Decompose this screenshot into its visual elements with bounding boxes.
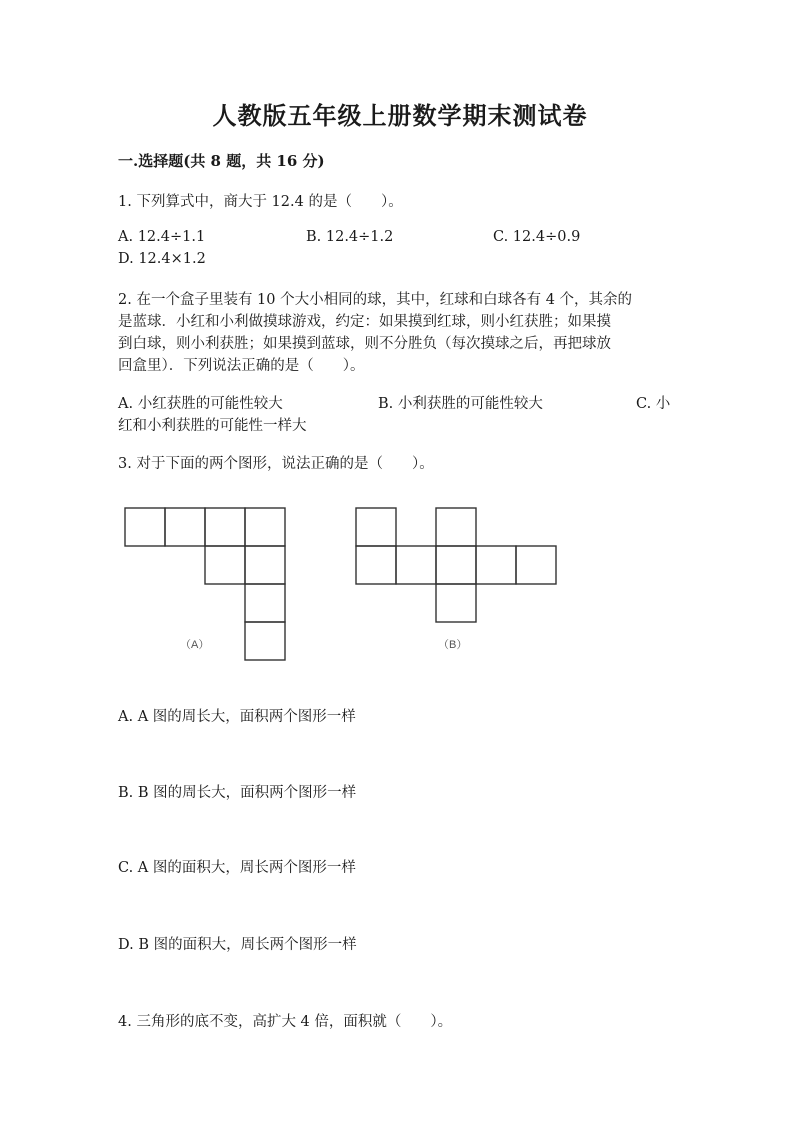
question-2-option-c-start: C. 小 bbox=[636, 396, 671, 412]
question-3-option-c: C. A 图的面积大，周长两个图形一样 bbox=[118, 860, 356, 876]
page-title: 人教版五年级上册数学期末测试卷 bbox=[212, 101, 588, 130]
figure-a-label: （A） bbox=[180, 639, 210, 651]
question-3-option-a: A. A 图的周长大，面积两个图形一样 bbox=[118, 709, 356, 725]
question-4-stem: 4. 三角形的底不变，高扩大 4 倍，面积就（ ）。 bbox=[118, 1014, 453, 1030]
question-1-option-b: B. 12.4÷1.2 bbox=[306, 229, 394, 245]
question-1-stem: 1. 下列算式中，商大于 12.4 的是（ ）。 bbox=[118, 194, 403, 210]
question-1-option-c: C. 12.4÷0.9 bbox=[493, 229, 581, 245]
figure-b-label: （B） bbox=[438, 639, 468, 651]
question-2-option-a: A. 小红获胜的可能性较大 bbox=[118, 396, 283, 412]
question-2-option-b: B. 小利获胜的可能性较大 bbox=[378, 396, 543, 412]
question-3-stem: 3. 对于下面的两个图形，说法正确的是（ ）。 bbox=[118, 456, 434, 472]
question-2-stem-line-2: 是蓝球．小红和小利做摸球游戏，约定：如果摸到红球，则小红获胜；如果摸 bbox=[118, 314, 611, 330]
question-3-figure bbox=[118, 500, 562, 664]
section-heading: 一.选择题(共 8 题，共 16 分) bbox=[118, 152, 325, 170]
question-2-option-c-continued: 红和小利获胜的可能性一样大 bbox=[118, 418, 307, 434]
question-2-stem-line-4: 回盒里）．下列说法正确的是（ ）。 bbox=[118, 358, 365, 374]
question-2-stem-line-3: 到白球，则小利获胜；如果摸到蓝球，则不分胜负（每次摸球之后，再把球放 bbox=[118, 336, 611, 352]
net-figures-svg bbox=[118, 500, 562, 664]
question-1-option-d: D. 12.4×1.2 bbox=[118, 251, 206, 267]
question-1-option-a: A. 12.4÷1.1 bbox=[118, 229, 206, 245]
question-2-stem-line-1: 2. 在一个盒子里装有 10 个大小相同的球，其中，红球和白球各有 4 个，其余的 bbox=[118, 292, 633, 308]
question-3-option-d: D. B 图的面积大，周长两个图形一样 bbox=[118, 937, 357, 953]
question-3-option-b: B. B 图的周长大，面积两个图形一样 bbox=[118, 785, 357, 801]
